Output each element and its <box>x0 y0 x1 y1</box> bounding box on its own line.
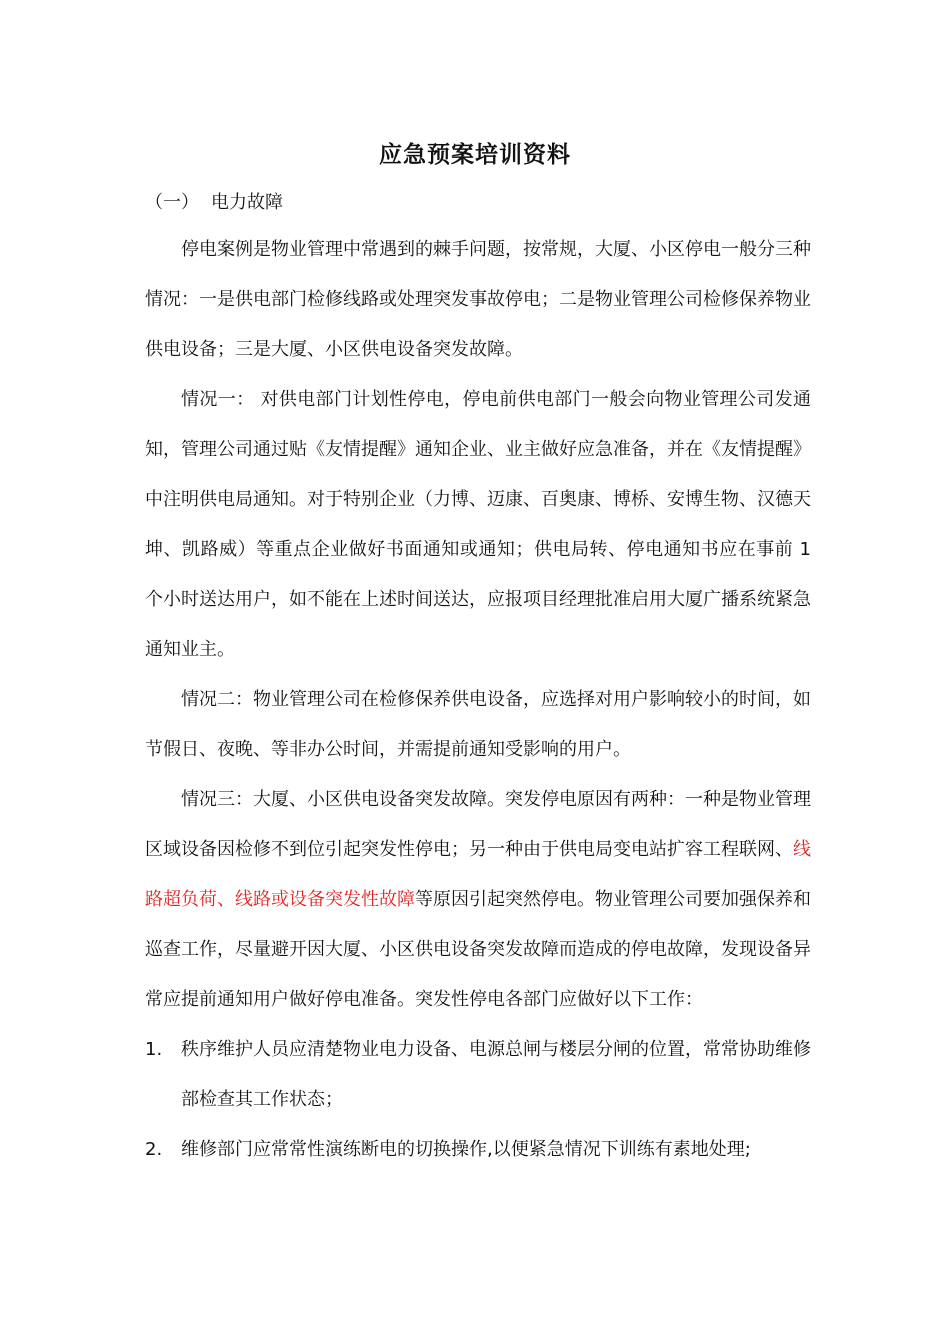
case-three-highlight: 线路超负荷、线路或设备突发性故障 <box>145 839 811 910</box>
paragraph-case-three <box>145 775 811 1025</box>
paragraph-intro: 停电案例是物业管理中常遇到的棘手问题，按常规，大厦、小区停电一般分三种情况：一是供电部门检修线路或处理突发事故停电；二是物业管理公司检修保养物业供电设备；三是大厦、小区供电设备突发故障。 <box>145 239 811 360</box>
case-three-text-end: 等原因引起突然停电。物业管理公司要加强保养和巡查工作，尽量避开因大厦、小区供电设备突发故障而造成的停电故障，发现设备异常应提前通知用户做好停电准备。突发性停电各部门应做好以下工作： <box>145 889 811 1010</box>
list-item <box>145 1125 811 1175</box>
section-heading <box>145 188 283 214</box>
section-number: （一） <box>145 192 199 213</box>
list-item-text: 维修部门应常常性演练断电的切换操作,以便紧急情况下训练有素地处理; <box>181 1139 751 1160</box>
document-title: 应急预案培训资料 <box>379 142 571 168</box>
list-item-text: 秩序维护人员应清楚物业电力设备、电源总闸与楼层分闸的位置，常常协助维修部检查其工作状态； <box>181 1039 811 1110</box>
document-body <box>145 225 811 1175</box>
paragraph-case-one: 情况一： 对供电部门计划性停电，停电前供电部门一般会向物业管理公司发通知，管理公司通过贴《友情提醒》通知企业、业主做好应急准备，并在《友情提醒》中注明供电局通知。对于特别企业（力博、迈康、百奥康、博桥、安博生物、汉德天坤、凯路威）等重点企业做好书面通知或通知；供电局转、停电通知书应在事前 1 个小时送达用户，如不能在上述时间送达，应报项目经理批准启用大厦广播系统紧急通知业主。 <box>145 389 811 660</box>
list-item-number: 1. <box>145 1039 163 1060</box>
section-title: 电力故障 <box>211 192 283 213</box>
paragraph-case-two: 情况二：物业管理公司在检修保养供电设备，应选择对用户影响较小的时间，如节假日、夜晚、等非办公时间，并需提前通知受影响的用户。 <box>145 689 811 760</box>
case-three-text-start: 情况三：大厦、小区供电设备突发故障。突发停电原因有两种：一种是物业管理区域设备因检修不到位引起突发性停电；另一种由于供电局变电站扩容工程联网、 <box>145 789 811 860</box>
list-item <box>145 1025 811 1125</box>
list-item-number: 2. <box>145 1139 163 1160</box>
